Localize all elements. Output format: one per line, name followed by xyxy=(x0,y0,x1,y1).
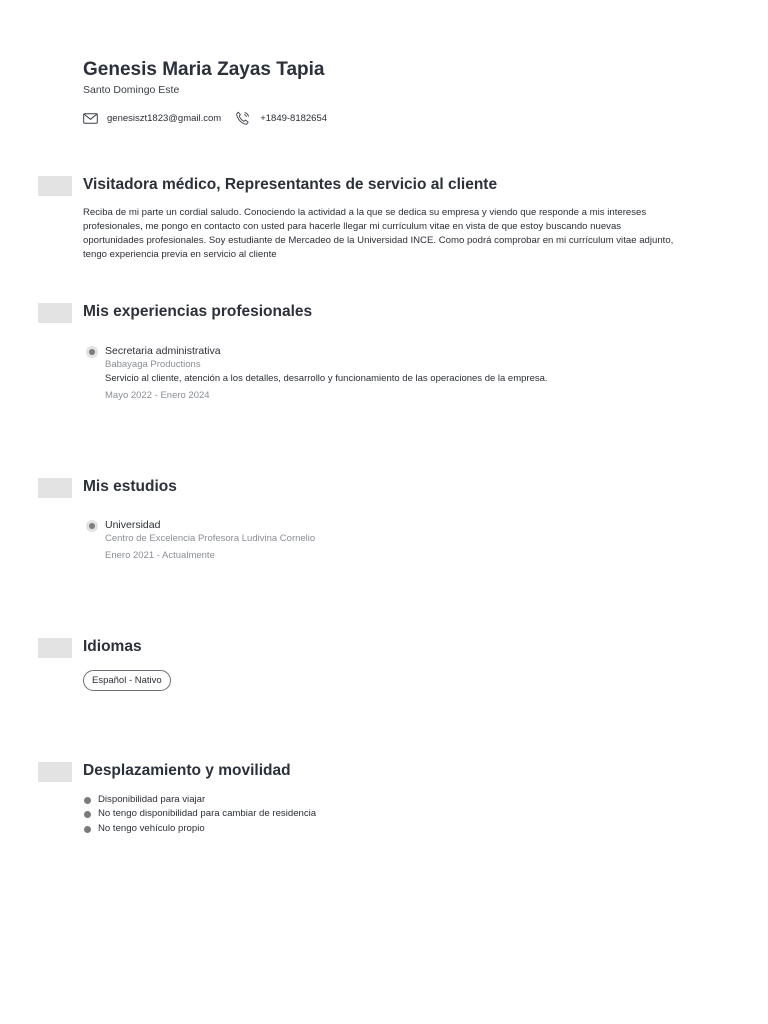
objective-text: Reciba de mi parte un cordial saludo. Conociendo la actividad a la que se dedica su empresa y viendo que responde a mis intereses profesionales, me pongo en contacto con usted para hacerle llegar mi currículum vitae en vista de que estoy buscando nuevas oportunidades profesionales. Soy estudiante de Mercadeo de la Universidad INCE. Como podrá comprobar en mi currículum vitae adjunto, tengo experiencia previa en servicio al cliente xyxy=(83,207,674,260)
language-pill: Español - Nativo xyxy=(83,670,171,691)
experience-list xyxy=(83,345,683,403)
section-marker xyxy=(38,638,72,658)
education-list xyxy=(83,519,683,563)
candidate-name: Genesis Maria Zayas Tapia xyxy=(83,59,325,80)
candidate-location: Santo Domingo Este xyxy=(83,84,180,96)
education-institution: Centro de Excelencia Profesora Ludivina Cornelio xyxy=(105,533,316,544)
timeline-dot-icon xyxy=(86,346,98,358)
timeline-dot-icon xyxy=(86,520,98,532)
languages-title: Idiomas xyxy=(83,638,142,655)
objective-title: Visitadora médico, Representantes de servicio al cliente xyxy=(83,176,498,193)
experience-role: Secretaria administrativa xyxy=(105,345,221,357)
phone-text[interactable]: +1849-8182654 xyxy=(260,113,328,124)
experience-company: Babayaga Productions xyxy=(105,359,201,370)
experience-dates: Mayo 2022 - Enero 2024 xyxy=(105,390,210,401)
mobility-item: No tengo vehículo propio xyxy=(83,822,683,836)
mobility-item: Disponibilidad para viajar xyxy=(83,793,683,807)
mobility-list xyxy=(83,793,683,836)
section-marker xyxy=(38,176,72,196)
resume-header xyxy=(83,58,708,126)
section-marker xyxy=(38,478,72,498)
envelope-icon xyxy=(83,113,98,124)
email-contact[interactable] xyxy=(83,113,221,124)
section-marker xyxy=(38,303,72,323)
phone-icon xyxy=(235,111,251,126)
mobility-item: No tengo disponibilidad para cambiar de residencia xyxy=(83,807,683,821)
experience-title: Mis experiencias profesionales xyxy=(83,303,313,320)
mobility-title: Desplazamiento y movilidad xyxy=(83,762,291,779)
experience-item xyxy=(83,345,683,403)
education-title: Mis estudios xyxy=(83,478,177,495)
email-text[interactable]: genesiszt1823@gmail.com xyxy=(107,113,222,124)
education-dates: Enero 2021 - Actualmente xyxy=(105,550,215,561)
experience-description: Servicio al cliente, atención a los detalles, desarrollo y funcionamiento de las operaciones de la empresa. xyxy=(105,373,548,384)
education-degree: Universidad xyxy=(105,519,161,531)
education-item xyxy=(83,519,683,563)
section-marker xyxy=(38,762,72,782)
phone-contact[interactable] xyxy=(235,111,327,126)
contact-row xyxy=(83,111,708,126)
languages-list xyxy=(83,670,683,691)
